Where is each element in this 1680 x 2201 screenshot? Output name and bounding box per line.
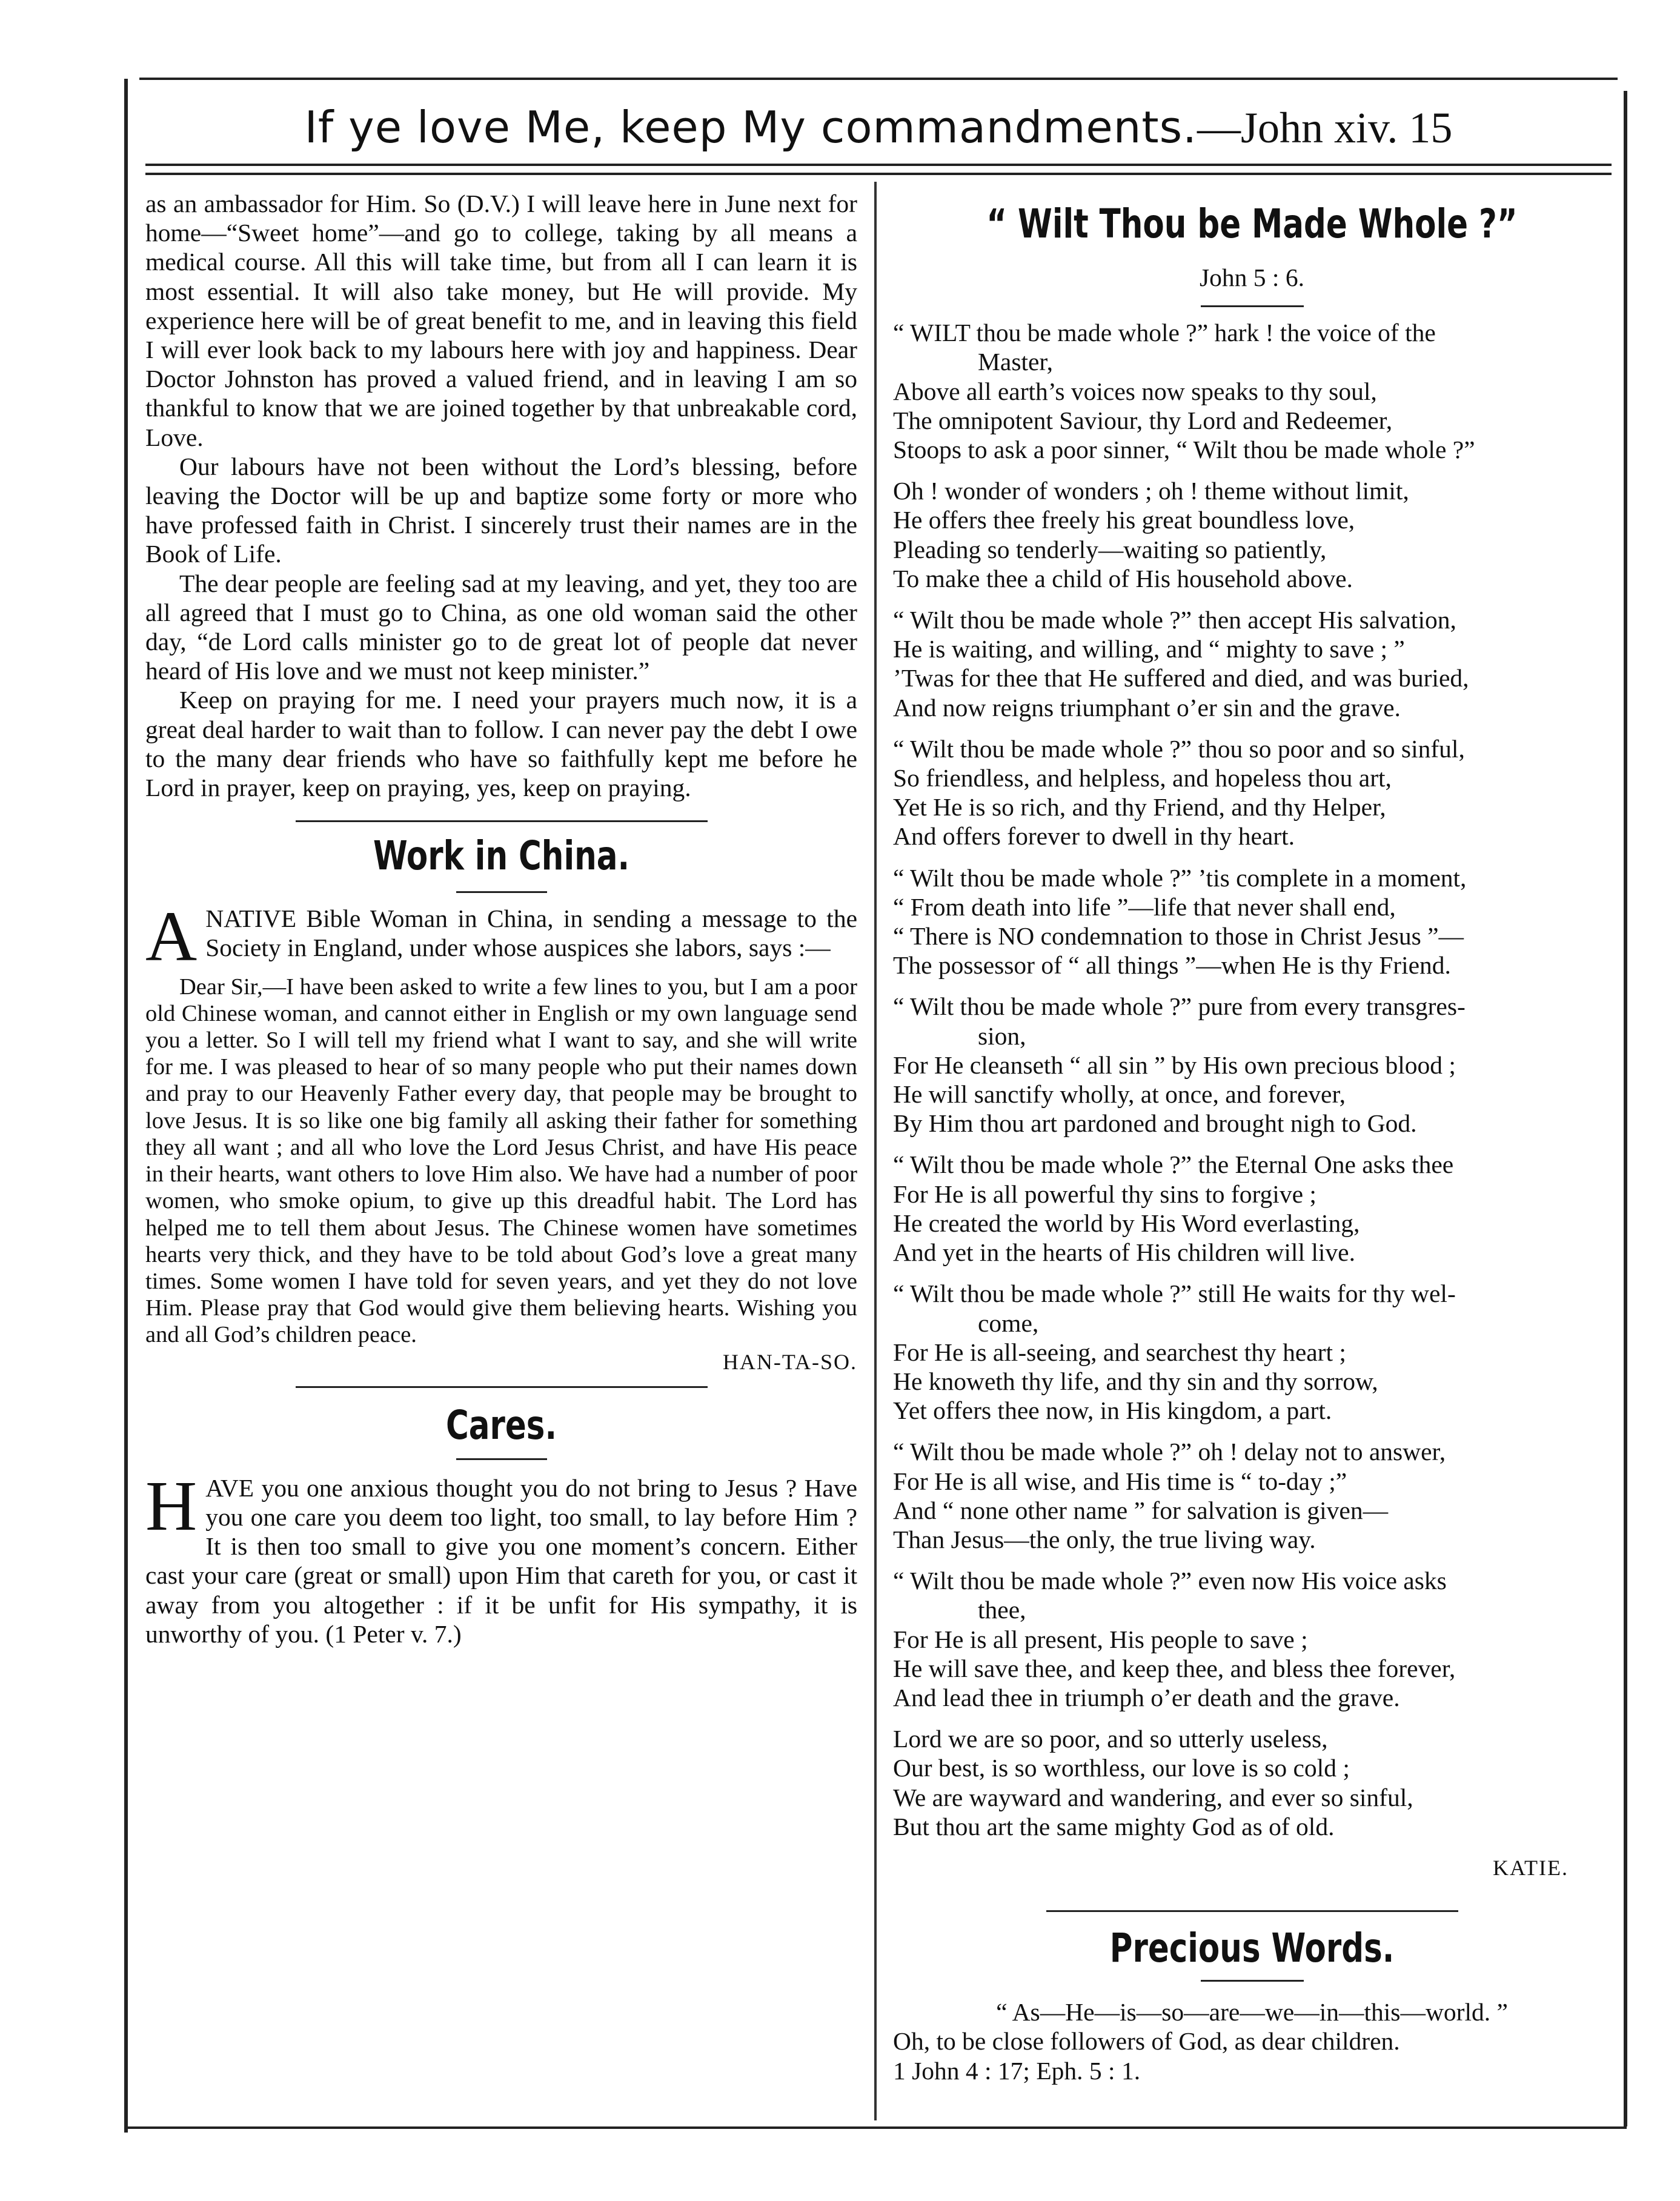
precious-quote: “ As—He—is—so—are—we—in—this—world. ” bbox=[996, 1998, 1508, 2027]
poem-line: “ From death into life ”—life that never shall end, bbox=[893, 892, 1396, 921]
poem-stanza bbox=[893, 992, 1611, 1138]
letter-paragraph: The dear people are feeling sad at my leaving, and yet, they too are all agreed that I must go to China, as one old woman said the other day, “de Lord calls minister go to de great lot of people dat never heard of His love and we must not keep minister.” bbox=[145, 569, 857, 685]
section-rule bbox=[296, 1386, 708, 1388]
poem-stanza bbox=[893, 1437, 1611, 1554]
poem-line: He will sanctify wholly, at once, and forever, bbox=[893, 1080, 1346, 1109]
poem-reference: John 5 : 6. bbox=[1200, 264, 1304, 291]
poem-line: By Him thou art pardoned and brought nigh to God. bbox=[893, 1109, 1417, 1138]
left-column bbox=[145, 189, 857, 1648]
china-signature: HAN-TA-SO. bbox=[722, 1349, 857, 1374]
section-rule bbox=[456, 1458, 547, 1460]
poem-line: “ Wilt thou be made whole ?” then accept His salvation, bbox=[893, 606, 1456, 634]
poem-line: He is waiting, and willing, and “ mighty to save ; ” bbox=[893, 635, 1405, 663]
poem-line: For He is all-seeing, and searchest thy heart ; bbox=[893, 1338, 1346, 1366]
poem-stanza bbox=[893, 476, 1611, 593]
poem-line: And now reigns triumphant o’er sin and the grave. bbox=[893, 693, 1401, 722]
poem-stanza bbox=[893, 1724, 1611, 1841]
poem-line: We are wayward and wandering, and ever so sinful, bbox=[893, 1783, 1413, 1811]
poem-line: And offers forever to dwell in thy heart. bbox=[893, 822, 1295, 851]
frame-right-border bbox=[1624, 91, 1627, 2126]
precious-line: Oh, to be close followers of God, as dear children. bbox=[893, 2027, 1400, 2056]
precious-words-title: Precious Words. bbox=[1109, 1925, 1395, 1972]
poem-line: And yet in the hearts of His children will live. bbox=[893, 1238, 1355, 1267]
poem-stanza bbox=[893, 863, 1611, 980]
poem-line: Lord we are so poor, and so utterly useless, bbox=[893, 1725, 1328, 1753]
poem-line: Above all earth’s voices now speaks to thy soul, bbox=[893, 377, 1377, 405]
cares-text: HAVE you one anxious thought you do not bring to Jesus ? Have you one care you deem too light, too small, to lay before Him ? It is then too small to give you one moment’s concern. Either cast your care (great or small) upon Him that careth for you, or cast it away from you altogether : if it be unfit for His sympathy, it is unworthy of you. (1 Peter v. 7.) bbox=[145, 1466, 857, 1648]
poem-line: He will save thee, and keep thee, and bless thee forever, bbox=[893, 1654, 1456, 1682]
poem-stanza bbox=[893, 1566, 1611, 1712]
poem-line: Pleading so tenderly—waiting so patiently, bbox=[893, 535, 1327, 563]
poem-line: For He is all present, His people to save ; bbox=[893, 1625, 1308, 1653]
poem-line: The possessor of “ all things ”—when He is thy Friend. bbox=[893, 951, 1451, 980]
poem-signature: KATIE. bbox=[1493, 1855, 1569, 1880]
poem-stanza bbox=[893, 734, 1611, 851]
poem-line: “ Wilt thou be made whole ?” thou so poor and so sinful, bbox=[893, 734, 1465, 763]
poem-line: “ Wilt thou be made whole ?” even now His voice asks bbox=[893, 1567, 1447, 1595]
drop-cap: H bbox=[145, 1466, 198, 1545]
poem-line: For He is all powerful thy sins to forgive ; bbox=[893, 1180, 1316, 1208]
poem-line: Stoops to ask a poor sinner, “ Wilt thou be made whole ?” bbox=[893, 436, 1475, 464]
poem-line: Our best, is so worthless, our love is so cold ; bbox=[893, 1754, 1350, 1782]
poem-line: ’Twas for thee that He suffered and died, and was buried, bbox=[893, 664, 1469, 692]
china-intro: ANATIVE Bible Woman in China, in sending a message to the Society in England, under whose auspices she labors, says :— bbox=[145, 897, 857, 977]
letter-paragraph: Keep on praying for me. I need your prayers much now, it is a great deal harder to wait than to follow. I can never pay the debt I owe to the many dear friends who have so faithfully kept me before he Lord in prayer, keep on praying, yes, keep on praying. bbox=[145, 686, 857, 802]
poem-line: Master, bbox=[978, 348, 1053, 376]
poem-line: “ Wilt thou be made whole ?” the Eternal One asks thee bbox=[893, 1150, 1454, 1179]
poem-stanza bbox=[893, 605, 1611, 722]
poem-line: thee, bbox=[978, 1596, 1026, 1624]
poem-line: But thou art the same mighty God as of old. bbox=[893, 1812, 1335, 1841]
header-quote: If ye love Me, keep My commandments. bbox=[304, 102, 1197, 153]
page-header bbox=[145, 91, 1612, 164]
poem-line: come, bbox=[978, 1309, 1039, 1337]
letter-paragraph: as an ambassador for Him. So (D.V.) I will leave here in June next for home—“Sweet home”—and go to college, taking by all means a medical course. All this will take time, but from all I can learn it is most essential. It will also take money, but He will provide. My experience here will be of great benefit to me, and in leaving this field I will ever look back to my labours here with joy and happiness. Dear Doctor Johnston has proved a valued friend, and in leaving I am so thankful to know that we are joined together by that unbreakable cord, Love. bbox=[145, 190, 857, 451]
poem-stanza bbox=[893, 1150, 1611, 1267]
poem-title: “ Wilt Thou be Made Whole ?” bbox=[986, 201, 1518, 247]
frame-left-border bbox=[124, 79, 128, 2133]
poem-line: Oh ! wonder of wonders ; oh ! theme without limit, bbox=[893, 477, 1409, 505]
poem-line: So friendless, and helpless, and hopeless thou art, bbox=[893, 764, 1392, 792]
poem-line: Than Jesus—the only, the true living way. bbox=[893, 1525, 1316, 1553]
poem-line: He offers thee freely his great boundless love, bbox=[893, 506, 1355, 534]
precious-reference: 1 John 4 : 17; Eph. 5 : 1. bbox=[893, 2056, 1141, 2085]
drop-cap: A bbox=[145, 897, 198, 977]
china-letter: Dear Sir,—I have been asked to write a few lines to you, but I am a poor old Chinese woman, and cannot either in English or my own language send you a letter. So I will tell my friend what I want to say, and she will write for me. I was pleased to hear of so many people who put their names down and pray to our Heavenly Father every day, that people may be brought to love Jesus. It is so like one big family all asking their father for something they all want ; and all who love the Lord Jesus Christ, and have His peace in their hearts, want others to love Him also. We have had a number of poor women, who smoke opium, to give up this dreadful habit. The Lord has helped me to tell them about Jesus. The Chinese women have sometimes hearts very thick, and they have to be told about God’s love a great many times. Some women I have told for seven years, and yet they do not love Him. Please pray that God would give them believing hearts. Wishing you and all God’s children peace. bbox=[145, 974, 857, 1348]
poem-line: “ Wilt thou be made whole ?” ’tis complete in a moment, bbox=[893, 863, 1467, 892]
poem-line: And “ none other name ” for salvation is given— bbox=[893, 1496, 1389, 1524]
section-rule bbox=[296, 820, 708, 822]
poem-line: Yet He is so rich, and thy Friend, and thy Helper, bbox=[893, 793, 1386, 822]
poem-line: “ WILT thou be made whole ?” hark ! the voice of the bbox=[893, 319, 1436, 347]
section-rule bbox=[1201, 305, 1304, 307]
poem-line: For He cleanseth “ all sin ” by His own precious blood ; bbox=[893, 1051, 1456, 1079]
section-rule bbox=[456, 891, 547, 893]
poem-line: “ Wilt thou be made whole ?” pure from every transgres- bbox=[893, 992, 1466, 1021]
section-rule bbox=[1201, 1980, 1304, 1982]
letter-paragraph: Our labours have not been without the Lord’s blessing, before leaving the Doctor will be up and baptize some forty or more who have professed faith in Christ. I sincerely trust their names are in the Book of Life. bbox=[145, 452, 857, 568]
poem-line: And lead thee in triumph o’er death and the grave. bbox=[893, 1683, 1400, 1711]
poem-line: He knoweth thy life, and thy sin and thy sorrow, bbox=[893, 1367, 1378, 1395]
poem-line: “ There is NO condemnation to those in Christ Jesus ”— bbox=[893, 922, 1464, 951]
poem-line: “ Wilt thou be made whole ?” still He waits for thy wel- bbox=[893, 1280, 1456, 1308]
top-rule bbox=[139, 78, 1618, 80]
right-column bbox=[893, 189, 1611, 2085]
poem-stanza bbox=[893, 1279, 1611, 1425]
poem-stanzas bbox=[893, 318, 1611, 1841]
header-double-rule bbox=[145, 164, 1612, 175]
section-rule bbox=[1046, 1910, 1458, 1912]
poem-line: “ Wilt thou be made whole ?” oh ! delay not to answer, bbox=[893, 1438, 1446, 1466]
poem-line: Yet offers thee now, in His kingdom, a part. bbox=[893, 1396, 1332, 1425]
frame-bottom-border bbox=[124, 2126, 1627, 2129]
header-reference: —John xiv. 15 bbox=[1197, 104, 1453, 152]
poem-line: He created the world by His Word everlasting, bbox=[893, 1209, 1360, 1237]
poem-line: The omnipotent Saviour, thy Lord and Redeemer, bbox=[893, 406, 1393, 434]
work-in-china-title: Work in China. bbox=[373, 832, 630, 880]
cares-title: Cares. bbox=[445, 1401, 557, 1449]
poem-line: To make thee a child of His household above. bbox=[893, 564, 1353, 593]
column-divider bbox=[874, 182, 877, 2120]
poem-line: sion, bbox=[978, 1021, 1026, 1050]
poem-stanza bbox=[893, 318, 1611, 464]
poem-line: For He is all wise, and His time is “ to-day ;” bbox=[893, 1467, 1347, 1495]
